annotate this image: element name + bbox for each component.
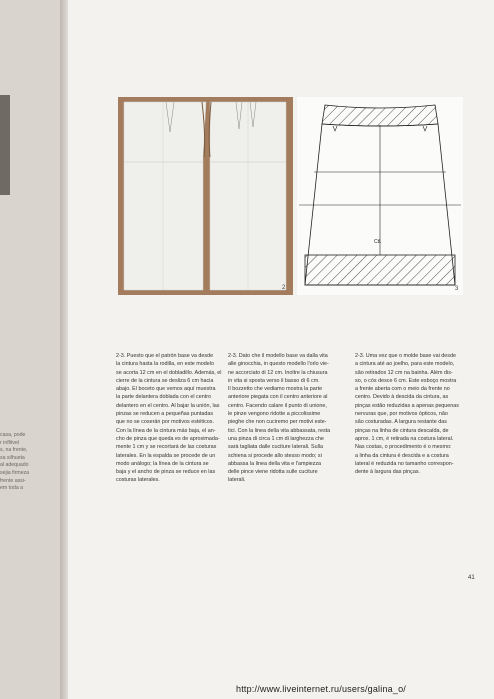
line-drawing-figure <box>297 97 463 295</box>
text-line: centro. Facendo calare il punto di unione, <box>228 402 327 409</box>
text-line: baja y el ancho de pinza se reduce en las <box>116 469 216 476</box>
text-line: sarà tagliata dalle cuciture laterali. Sulla <box>228 444 323 451</box>
text-line: 2-3. Dato che il modello base va dalla vita <box>228 353 328 359</box>
text-line: abbassa la linea della vita e l'ampiezza <box>228 460 322 467</box>
left-page-line: sa silhueta <box>0 454 25 461</box>
text-line: se acorta 12 cm en el dobladillo. Además, el <box>116 369 222 376</box>
text-line: pieghe che non cuciremo per motivi este- <box>228 419 327 426</box>
text-line: pinças estão reduzidas a apenas pequenas <box>355 402 459 409</box>
text-line: so, o cós desce 6 cm. Este esboço mostra <box>355 377 457 384</box>
text-line: delle pince viene ridotta sulle cuciture <box>228 469 318 476</box>
text-column-portuguese <box>355 352 465 476</box>
text-line: schiena si procede allo stesso modo; si <box>228 452 322 459</box>
text-line: cho de pinza que queda es de aproximada- <box>116 435 220 442</box>
left-page-line: s, na frente, <box>0 447 28 454</box>
text-line: laterali. <box>228 477 246 484</box>
text-column-spanish <box>116 352 224 485</box>
text-line: Con la línea de la cintura más baja, el an- <box>116 427 216 434</box>
text-line: modo análogo; la línea de la cintura se <box>116 460 209 467</box>
text-line: delantero en el centro. Al bajar la unión, las <box>116 402 220 409</box>
text-line: in vita si sposta verso il basso di 6 cm. <box>228 377 320 384</box>
source-url-watermark: http://www.liveinternet.ru/users/galina_o/ <box>236 684 406 694</box>
page-number: 41 <box>468 575 475 581</box>
text-line: Il bozzetto che vediamo mostra la parte <box>228 386 323 393</box>
text-line: costuras laterales. <box>116 477 160 484</box>
text-line: anteriore piegata con il centro anteriore al <box>228 394 328 401</box>
text-column-italian <box>228 352 338 485</box>
left-page-text <box>0 432 60 493</box>
text-line: laterales. En la espalda se procede de un <box>116 452 216 459</box>
figure-number: 3 <box>455 286 459 292</box>
text-line: alle ginocchia, in questo modello l'orlo vie- <box>228 361 329 368</box>
left-page-line: frente assi- <box>0 477 26 484</box>
text-line: mente 1 cm y se recortará de las costuras <box>116 444 217 451</box>
text-line: abajo. El boceto que vemos aquí muestra <box>116 386 216 393</box>
text-line: le pinze vengono ridotte a piccolissime <box>228 411 321 418</box>
text-line: dente à largura das pinças. <box>355 469 421 476</box>
text-line: ne accorciato di 12 cm. Inoltre la chiusura <box>228 369 328 376</box>
left-page-line: casa, pode <box>0 432 26 438</box>
text-line: são costuradas. A largura restante das <box>355 419 447 426</box>
text-line: pinças na linha de cintura descaída, de <box>355 427 449 434</box>
text-line: são retirados 12 cm na bainha. Além dis- <box>355 369 453 376</box>
text-line: Nas costas, o procedimento é o mesmo: <box>355 444 452 451</box>
text-line: aprox. 1 cm, é retirada na costura lateral. <box>355 435 454 442</box>
left-page <box>0 0 68 699</box>
text-line: pinzas se reducen a pequeñas puntadas <box>116 411 214 418</box>
text-line: 2-3. Uma vez que o molde base vai desde <box>355 353 456 359</box>
left-page-line: al adequado <box>0 462 29 469</box>
left-page-line: em toda a <box>0 485 24 492</box>
text-line: lateral é reduzida no tamanho correspon- <box>355 460 454 467</box>
left-page-line: sejia firmeza <box>0 469 30 476</box>
text-line: a cintura até ao joelho, para este modelo, <box>355 361 455 368</box>
figure-number: 2 <box>282 285 286 291</box>
skirt-pattern-drawing <box>118 97 293 295</box>
text-line: nervuras que, por motivos ópticos, não <box>355 411 448 418</box>
text-line: a frente aberta com o meio da frente no <box>355 386 450 393</box>
text-line: a linha da cintura é descida e a costura <box>355 452 449 459</box>
left-page-dark-strip <box>0 95 10 195</box>
text-line: una pinza di circa 1 cm di larghezza che <box>228 435 324 442</box>
skirt-technical-drawing <box>297 97 463 295</box>
figure-label: Ctl. <box>374 239 382 245</box>
text-line: centro. Devido à descida da cintura, as <box>355 394 449 401</box>
text-line: la parte delantera doblada con el centro <box>116 394 212 401</box>
text-line: la cintura hasta la rodilla, en este modelo <box>116 361 214 368</box>
text-line: que no se coserán por motivos estéticos. <box>116 419 214 426</box>
text-line: 2-3. Puesto que el patrón base va desde <box>116 353 214 359</box>
text-line: cierre de la cintura se desliza 6 cm hacia <box>116 377 214 384</box>
left-page-line: r inflitvel <box>0 439 20 446</box>
text-line: tici. Con la linea della vita abbassata, resta <box>228 427 331 434</box>
pattern-photo-figure <box>118 97 293 295</box>
